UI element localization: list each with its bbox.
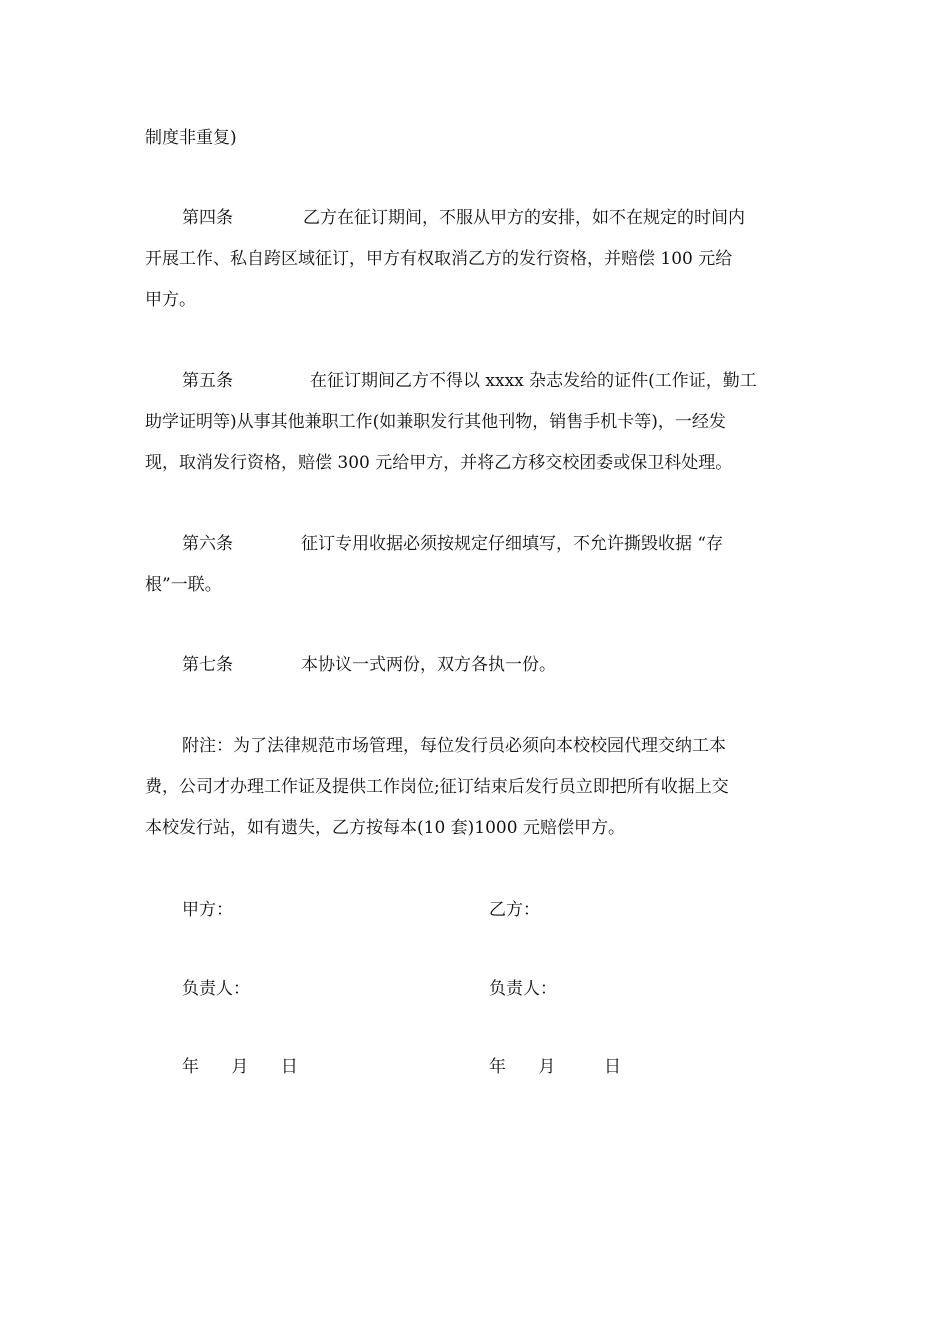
article-4-line-3: 甲方。 xyxy=(145,290,196,310)
article-6-line-1: 征订专用收据必须按规定仔细填写，不允许撕毁收据 “存 xyxy=(301,534,724,554)
note-line-1: 附注：为了法律规范市场管理，每位发行员必须向本校校园代理交纳工本 xyxy=(182,736,726,756)
article-6-label: 第六条 xyxy=(182,534,233,554)
person-in-charge-b-label: 负责人： xyxy=(489,979,557,999)
person-in-charge-a-label: 负责人： xyxy=(182,979,250,999)
article-4-line-2: 开展工作、私自跨区域征订，甲方有权取消乙方的发行资格，并赔偿 100 元给 xyxy=(145,249,733,269)
note-line-3: 本校发行站，如有遗失，乙方按每本(10 套)1000 元赔偿甲方。 xyxy=(145,818,625,838)
date-b-field: 年 月 日 xyxy=(489,1057,622,1077)
article-4-label: 第四条 xyxy=(182,208,233,228)
article-6 xyxy=(145,524,805,606)
article-5 xyxy=(145,361,805,484)
note-line-2: 费，公司才办理工作证及提供工作岗位;征订结束后发行员立即把所有收据上交 xyxy=(145,777,729,797)
date-a-field: 年 月 日 xyxy=(182,1057,298,1077)
article-7-label: 第七条 xyxy=(182,655,233,675)
article-5-line-1: 在征订期间乙方不得以 xxxx 杂志发给的证件(工作证，勤工 xyxy=(310,371,757,391)
article-7-line-1: 本协议一式两份，双方各执一份。 xyxy=(301,655,556,675)
continuation-text xyxy=(145,118,805,159)
party-b-label: 乙方： xyxy=(489,900,540,920)
article-5-line-3: 现，取消发行资格，赔偿 300 元给甲方，并将乙方移交校团委或保卫科处理。 xyxy=(145,453,733,473)
continuation-line: 制度非重复) xyxy=(145,128,237,148)
article-5-label: 第五条 xyxy=(182,371,233,391)
article-5-line-2: 助学证明等)从事其他兼职工作(如兼职发行其他刊物，销售手机卡等)，一经发 xyxy=(145,412,726,432)
party-a-label: 甲方： xyxy=(182,900,233,920)
article-4 xyxy=(145,198,805,321)
article-7 xyxy=(145,645,805,686)
note-paragraph xyxy=(145,726,805,849)
article-4-line-1: 乙方在征订期间，不服从甲方的安排，如不在规定的时间内 xyxy=(303,208,745,228)
article-6-line-2: 根”一联。 xyxy=(145,575,222,595)
